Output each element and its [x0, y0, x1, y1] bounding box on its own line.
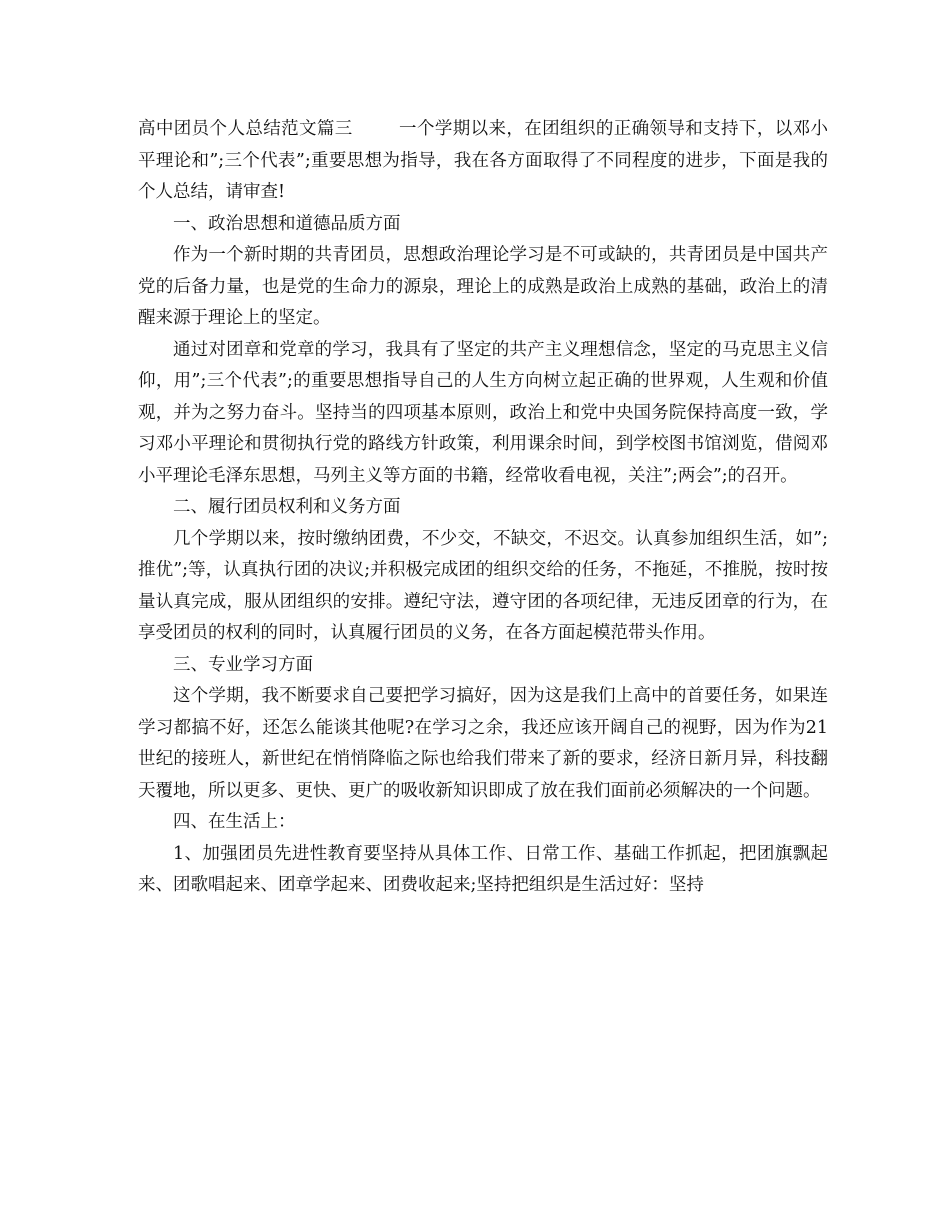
section-2-paragraph-1: 几个学期以来，按时缴纳团费，不少交，不缺交，不迟交。认真参加组织生活，如”;推优”;等，认真执行团的决议;并积极完成团的组织交给的任务，不拖延，不推脱，按时按量认真完成，服从团组织的安排。遵纪守法，遵守团的各项纪律，无违反团章的行为，在享受团员的权利的同时，认真履行团员的义务，在各方面起模范带头作用。 — [138, 528, 828, 643]
section-heading-3: 三、专业学习方面 — [173, 654, 313, 675]
section-heading-2: 二、履行团员权利和义务方面 — [173, 497, 401, 517]
section-1-paragraph-2: 通过对团章和党章的学习，我具有了坚定的共产主义理想信念，坚定的马克思主义信仰，用”;三个代表”;的重要思想指导自己的人生方向树立起正确的世界观，人生观和价值观，并为之努力奋斗。坚持当的四项基本原则，政治上和党中央国务院保持高度一致，学习邓小平理论和贯彻执行党的路线方针政策，利用课余时间，到学校图书馆浏览，借阅邓小平理论毛泽东思想，马列主义等方面的书籍，经常收看电视，关注”;两会”;的召开。 — [138, 339, 828, 486]
section-heading-1: 一、政治思想和道德品质方面 — [173, 213, 401, 234]
document-page — [138, 114, 828, 902]
section-4-paragraph-1: 1、加强团员先进性教育要坚持从具体工作、日常工作、基础工作抓起，把团旗飘起来、团歌唱起来、团章学起来、团费收起来;坚持把组织是生活过好：坚持 — [138, 843, 828, 895]
intro-text: 一个学期以来，在团组织的正确领导和支持下，以邓小平理论和”;三个代表”;重要思想为指导，我在各方面取得了不同程度的进步，下面是我的个人总结，请审查! — [138, 119, 829, 202]
document-title: 高中团员个人总结范文篇三 — [138, 119, 353, 139]
section-1-paragraph-1: 作为一个新时期的共青团员，思想政治理论学习是不可或缺的，共青团员是中国共产党的后备力量，也是党的生命力的源泉，理论上的成熟是政治上成熟的基础，政治上的清醒来源于理论上的坚定。 — [138, 245, 828, 328]
section-3-paragraph-1: 这个学期，我不断要求自己要把学习搞好，因为这是我们上高中的首要任务，如果连学习都搞不好，还怎么能谈其他呢?在学习之余，我还应该开阔自己的视野，因为作为21世纪的接班人，新世纪在悄悄降临之际也给我们带来了新的要求，经济日新月异，科技翻天覆地，所以更多、更快、更广的吸收新知识即成了放在我们面前必须解决的一个问题。 — [138, 686, 828, 801]
section-heading-4: 四、在生活上： — [173, 812, 296, 832]
intro-paragraph — [138, 114, 828, 209]
